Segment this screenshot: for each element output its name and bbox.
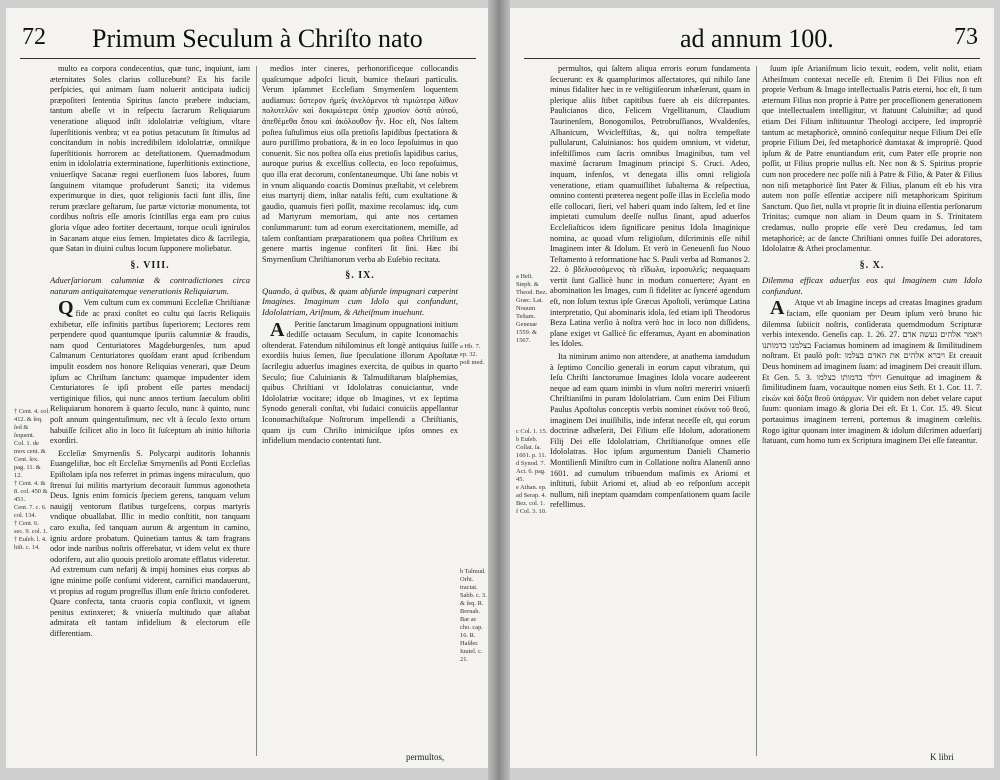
header-rule	[20, 58, 476, 59]
margin-note: a Hb. 7. ep. 32. poſt med.	[460, 343, 485, 366]
paragraph: ſuum ipſe Arianiſmum licio texuit, eodem, velit nolit, etiam Atheiſmum contexat neceſſe eſt. Etenim ſi Dei Filius non eſt proprie Verbum & Imago intellectualis Patris eterni, hoc eſt, ſi tum æternum Filius non proprie à Patre per proceſſionem generationem que intellectualem intelligitur, vt ſtatuunt Caluiniſtæ; ad quod etiam Dei Filium inſtituuntur Theologi accipere, ſed impropriè tantum ac metaphoricè, omninò conſequitur neque Filium Dei eſſe proprie Filium Dei, ſed metaphoricè dumtaxat & impropriè. Quod ipſum & de Patre enuntiandum erit, cum Pater eſſe proprie non poſſit, ut Filius proprie nullus eſt. Nec non & S. Spiritus proprie cum non procedere nec poſſe niſi à Patre & Filio, & Pater & Filius non niſi metaphoricè ſint Pater & Filius, planum eſt eb his vtra autem non poſſe eſſentiæ accipere niſi metaphoricam Spiritum Sanctum. Quo ſiet, nulla vt proprie ſit in diuina eſſentia perſonarum Trinitas; cumque non aliam in Deum quam in S. Trinitatem credamus, nullo proprie eſſe verè Deu credamus, ſed tam metaphoricè; ac de ſancte Chriſtiani omnes fuiſſe Dei adoratores, Idololatræ & Athei proclamentur.	[762, 64, 982, 254]
drop-cap-q: Q	[58, 297, 74, 320]
section-heading: §. VIII.	[130, 259, 170, 271]
paragraph: permultos, qui ſaltem aliqua erroris eorum fundamenta ſecuerunt: ex & quamplurimos aſſectatores, qui nihilo ſane minus fidaliter hæc in re veſtigiiſeorum inhæſerunt, quam in plerique aliis ſtibet capitibus fuere ab eis diſcrepantes. Paulicianos dico, Felicem Vrgellitanum, Claudium Taurinenſem, Bonogomilos, Petrobruſſianos, Wvaldenſes, Albanicum, Wvicleffiſtas, &, qui noſtra tempeſtate pullularunt, Caluinianos: hos quidem omnium, vt videtur, infeſtiſſimos cum ſacris omnibus Imaginibus, tum vel maximè ſacrarum Imaginum principi S. Cruci. Adeo, inquam, infenſos, vt denegata illis omni religioſa veneratione, etiam quamuiſlibet ſubalterna & reſpectiua, omnino contenti præterea negent poſſe illas in Eccleſia modo eſſe collocari, ſieri, vel haberi quam indo ſaltem, ſed et ſine impietati cumulum deeſſe nullus ſinant, apud aduerſos Eccleſiaſticos idem ſignificare penitus Idola Imaginique nomina, ac quoad vſum religioſum, diſcriminis eſſe nihil Imaginem inter & Idolum. Et verò in Geneuenſi ſuo Nouo Teſtamento à reformatione hac S. Pauli verba ad Romanos 2. 22. ὁ βδελυσσόμενος τὰ εἴδωλα, ἱεροσυλεῖς; nequaquam vertit ſunt Gallicè hunc in modum conuertere; Ayant en abomination les Images, cum ſi fideliter ac ſynceré agendum eſt, non ſolum textus ipſe Græcus Apoſtoli, verùmque Latina interpretatio, Qui abominaris idola, ſed etiam ipſi Theodorus Beza Latina verſio à noſtra verò hoc in loco non diſſidens, plane exiget vt Gallicè ſic efferamus, Ayant en abomination les Idoles.	[550, 64, 750, 349]
column-divider	[756, 66, 757, 756]
paragraph: A Atque vt ab Imagine inceps ad creatas Imagines gradum faciam, eſſe quoniam per Deum ipſum verò bruno hic dilemma ſubiicit noſtris, conſiderata quemdmodum Scripturæ verbis intexendo. Geneſis cap. 1. 26. 27. ויאמר אלהים נעשה אדם בצלמנו כדמותנו Faciamus hominem ad imaginem & ſimilitudinem noſtram. Et paulò poſt: ויברא אלהים את האדם בצלמו Et creauit Deus hominem ad imaginem ſuam: ad imaginem Dei creauit illum. Et Gen. 5. 3. ויולד בדמותו כצלמו Genuitque ad imaginem & ſimilitudinem ſuam, vocauitque nomen eius Seth. Et 1. Cor. 11. 7. εἰκὼν καὶ δόξα θεοῦ ὑπάρχων. Vir quidem non debet velare caput ſuum: quoniam imago & gloria Dei eſt. Et 1. Cor. 15. 49. Sicut portauimus imaginem terreni, portemus & imaginem cœleſtis. Rogo igitur quonam inter imaginem & idolum diſcrimen aduerſarij ſtatuant, cum homo tum ex Scriptura imaginem Dei eſſe fateantur.	[762, 297, 982, 446]
drop-cap-a: A	[770, 297, 785, 320]
drop-cap-a: A	[270, 318, 285, 341]
paragraph: multo ea corpora condecentius, quæ tunc, inquiunt, iam æternitates Soles clarius collucebunt? Ex his facile perſpicies, qui animam ſuam noluerit anticipata iudicij præpoſiteri ſententia Spiritus ſancto præbere induciam, tantum abeſſe vt in reſpectu ſacrarum Reliquiarum veneratione aliquod inſit idololatriæ veſtigium, vltare ſuperſtitionis venbra; vt ea potius petacutum ſit ſtimulus ad concitandum in nobis incredibilem idololatriæ, omniſque ſuperſtitionis horrorem ac deteſtationem. Quemadmodum enim in idololatria exterminatione, ſuperſtitionis extinctione, vniuerſiqve Sacanæ regni euerſionem ſuos labores, ſuum ſanguinem vitamque profuderunt Sancti; ita videmus experimurque in dies, quot religionis facti ſunt illis, ſine rerum præclare geſtarum, ſue partæ victoriæ monumenta, tot cordibus noſtris eſſe amoris ſcintillas erga eam pro cuius gloria vſque adeo fortiter decertaunt, torque oculi ignirulos in Sacanam atque eius ſemen. Impietates dico & ſacrilegia, quæ Satan in diuini cultus locum ſupponere moliebatur.	[50, 64, 250, 254]
section-heading: §. IX.	[345, 270, 375, 282]
left-column	[50, 64, 250, 764]
paragraph: Q Vem cultum cum ex communi Eccleſiæ Chriſtianæ fide ac praxi conſtet eo cultu qui ſacris Reliquiis exhibetur, eſſe infinitis partibus ſuperiorem; Lectores rem perpendere quod quantumque ſpuriis calumniæ & fraudis, nam quod Centuriatores Magdeburgenſes, tum apud Calmanum Centuriatores quoſdam erant apud ſcribendum impulit eosdem nos honore Reliquias venerari, quæ Deum ipſum ac Chriſtum ſanctum: quamque impudenter idem Centuriatores ſe ipſi probent eſſe partes mendacij vertiginique filios, qui nunc annos tertium ſaeculum obliti Reliquiarum honorem à quarto ſeculo, nunc à quinto, nunc poſt annum quingentuſimum, nec vlt à ſeculo ſexto ortum habuiſſe ſcilicet alio in loco ſit ſuſceptum ab initio hiſtoria exordiri.	[50, 297, 250, 446]
paragraph: A Peritie ſanctarum Imaginum oppugnationi initium dediſſe octauam Seculum, in capite Iconomachis oſtenderat. Fatendum nihilominus eſt longè antiquius ſuiſſe exordiis huius ſemen, ſiue ſpeculatione illorum Apoſtatæ ſacrilegiu aduerſus imagines exercita, de quibus in quarto Seculo; ſiue Caluinianis & Talmudiſtarum blaſphemias, quibus Chriſtiani vt Idololatras conuiciantur, vnde Idololatriæ vocitare; idque ob Imagines, vt ex ſeptima Synodo generali conſtat, vbi ſudaici conuiciis appellantur Iconomachiſtaſque Noſtrorum impellendi a Chriſtianis, quam ijs cum Chriſto inimiciſque ipſos omnes ex infidelium mendacio contentati ſunt.	[262, 318, 458, 446]
page-number: 73	[954, 24, 978, 50]
right-page	[510, 8, 994, 768]
section-summary: Quando, à quibus, & quam abſurde impugnari cœperint Imagines. Imaginum cum Idolo qui confundunt, Idololatriam, Ariſmum, & Atheiſmum inuehunt.	[262, 285, 458, 318]
right-column	[262, 64, 458, 754]
paragraph: Ita nimirum animo non attendere, at anathema iamdudum à ſeptimo Concilio generali in eorum caput vibratum, qui Ieſu Chriſti ſanctorumue Imagines Idola vocare audeerent neque ad eam quam inimbi in vlum noſtri mereriri vniuerſi Chriſtianiſmi in puram Idololatriam. Cum enim Dei Filium Paulus Apoſtolus conceptis verbis nominet εἰκόνα τοῦ θεοῦ, imaginem Dei inuiſibilis, inde inferat neceſſe eſt, qui eorum doctrinæ adhæſerit, Dei Filium eſſe Idolum, adorationem Filij Dei eſſe Idololatriam, Chriſtianoſque omnes eſſe Idololatras. Hoc ipſum argumentum Danieli Chamerio Montilienſi Miniſtro cum in Collatione noſtra Alanenſi anno 1601. ad cumulum tribuendum maſimis ex Ariomi et inſtituti, ſubiit Ariomi et, aliud ab eo reſponſum accepit nullum, niſi ineptam quamdam compenſationem quam ſacile refellimus.	[550, 352, 750, 510]
book-gutter	[488, 0, 510, 780]
margin-notes: c Col. 1. 15. b Euſeb. Collat. ſa. 1601. p. 11. d Synod. 7. Act. 6. pag. 45. e Athan. ep. ad Serap. 4. Bez. col. 1. f Col. 3. 10.	[516, 428, 548, 515]
page-number: 72	[22, 24, 46, 50]
running-title: Primum Seculum à Chriſto nato	[92, 24, 423, 53]
margin-notes: † Cent. 4. col. 412. & ſeq. ſed & ſequent. Col. 1. de mox ceni. & Cent. ſex. pag. 11. & 12. † Cent. 4. & 8. col. 450 & 451. Cent. 7. c. 6. col. 134. † Cent. 6. sec. 9. col. 1. † Euſeb. l. 4. hiſt. c. 14.	[14, 408, 50, 551]
catchword: permultos,	[406, 752, 445, 762]
margin-note: b Talmud. Orhi. tractat. Sabb. c. 3. & ſeq. R. Beruah. Bar ac cho. cap. 16. R. Haſder. Iuuiel. c. 21.	[460, 568, 487, 663]
paragraph: Eccleſiæ Smyrnenſis S. Polycarpi auditoris Iohannis Euangeliſtæ, hoc eſt Eccleſiæ Smyrnenſis ad Ponti Eccleſias Epiſtolam ipſa nos referret in primas ingens miraculum, quo ſtrenui ſui militis martyrium decorauit ſummus agonotheta Deus. Ignis enim fornicis ſpeciem gerens, tanquam velum nauigij ventorum flatibus turgeſcens, corpus martyris vndique obuallabat. Illic in medio conſtitit, non tanquam caro exuſta, ſed tanquam aurum & argentum in camino, igniu ardore probatum. Quinetiam tantus & tam fragrans odor inde naribus noſtris offerebatur, vt idem velut ex thure odorifero, aut alio quouis pretioſo aromate efflatus videretur. Ad extremum cum nefarij & impij homines eius corpus ab igne minime poſſe conſumi viderent, carnifici mandauerunt, vt propius ad rogum progreſſus illum enſe ſtricto confoderet. Quare confecta, tanta cruoris copia confluxit, vt ignem penitus extinxeret; & vniuerſa multitudo quæ aſtabat admirata eſt tantam infidelium & electorum eſſe differentiam.	[50, 448, 250, 638]
left-page	[6, 8, 488, 768]
header-rule	[524, 58, 980, 59]
margin-note: a Heſt. Steph. & Theod. Bez. Græc. Lat. Nouum Teſtam. Geneuæ 1559. & 1567.	[516, 273, 548, 344]
running-title: ad annum 100.	[680, 24, 834, 53]
column-divider	[256, 66, 257, 756]
section-summary: Dilemma efficax aduerſus eos qui Imaginem cum Idolo confundunt.	[762, 275, 982, 296]
catchword: K libri	[930, 752, 954, 762]
paragraph: medios inter cineres, perhonorificeque collocandis quaſcumque adpoſci licuit, bumice theſauri partículis. Verum ipſammet Eccleſiam Smyrnenſem loquentem audiamus: ὕστερον ἡμεῖς ἀνελόμενοι τὰ τιμιώτερα λίθων πολυτελῶν καὶ δοκιμώτερα ὑπὲρ χρυσίον ὀστᾶ αὐτοῦ, ἀπεθέμεθα ὅπου καὶ ἀκόλουθον ἦν. Hoc eſt, Nos ſaltem poſtea ſuſtulimus eius oſſa pretioſis lapidibus ſpectatiora & auro puriſſimo probatiora, & in eo loco ſepoſuimus in quo conuenit. Sic nos poſtea oſſa eius pretioſis lapidibus carius, auroque purius & excelſius collecta, eo loco repoſuimus, quo illa erat decorum, conſentaneumque. Ubi ſane nobis vt in vnum aliquando coactis Dominus præſtabit, vt celebrem eius martyrij diem, inſtar natalis feſti, cum exultatione & gaudio, quamuis fieri poſſit, maxime recolamus: idq, cum ad Martyrum memoriam, qui ante nos certamen conſummarunt: tum ad eorum exercitationem, memiſſe, ad talem conſtantiam præparationem qua poſtea Chriſtum ex genere martis ingenue confiteri ſit ſini. Hæc ibi Smyrnenſium Chriſtianorum verba ab Euſebio recitata.	[262, 64, 458, 264]
section-summary: Aduerſariorum calumniæ & contradictiones circa naturam antiquitatemque venerationis Reliquiarum.	[50, 275, 250, 296]
right-column	[762, 64, 982, 754]
left-column	[550, 64, 750, 764]
section-heading: §. X.	[859, 259, 885, 271]
